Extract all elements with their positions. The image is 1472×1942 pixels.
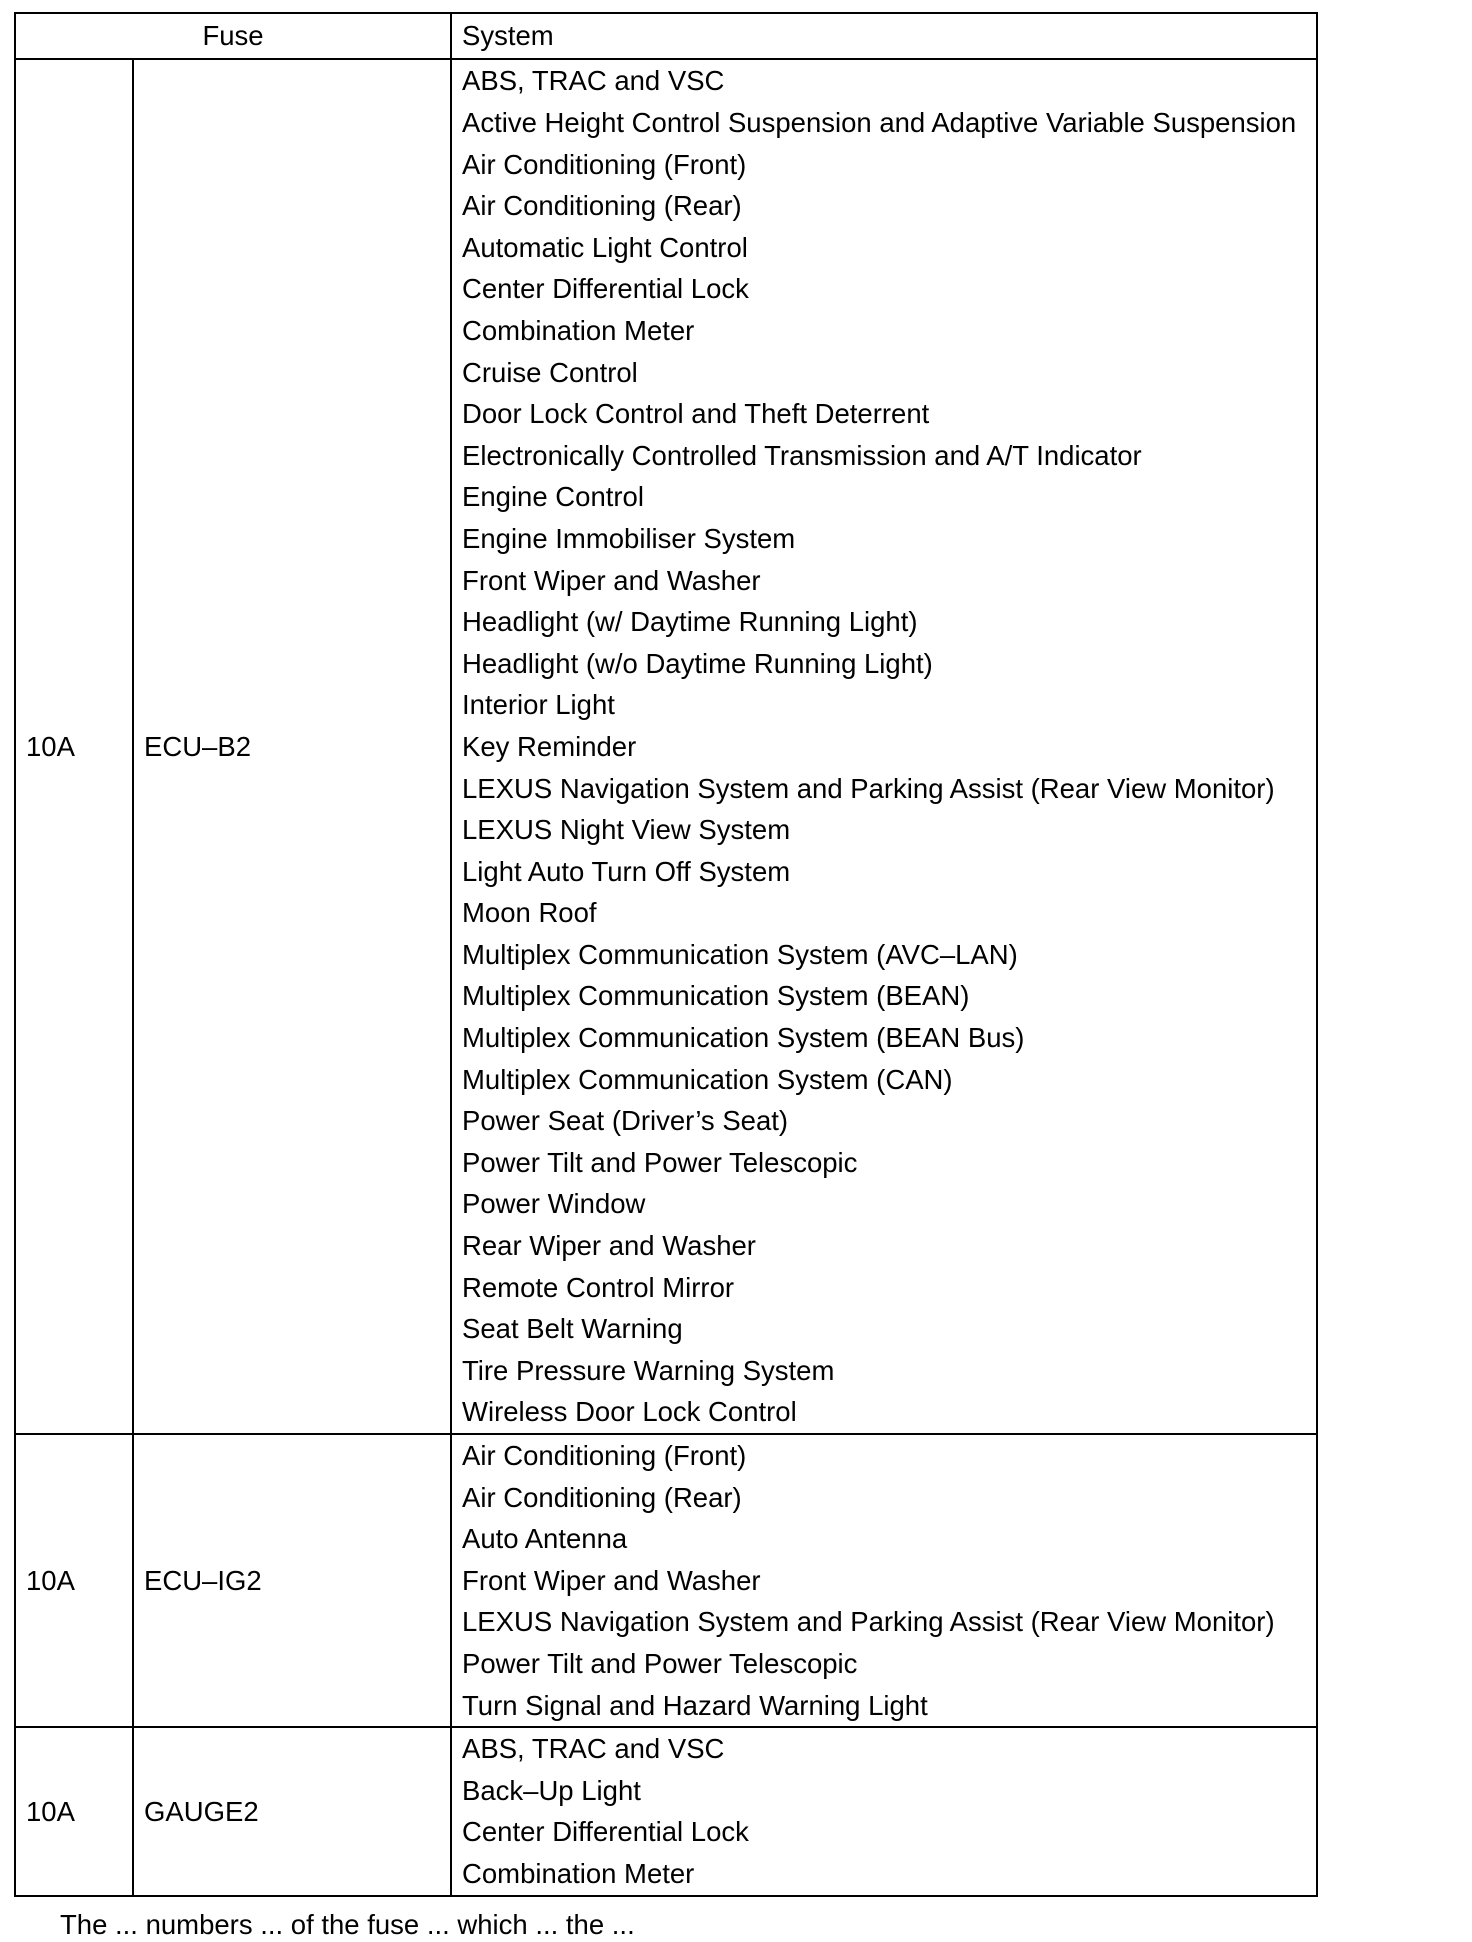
system-item: Center Differential Lock <box>462 1816 749 1848</box>
system-item: Cruise Control <box>462 356 638 388</box>
system-item: Power Seat (Driver’s Seat) <box>462 1105 789 1137</box>
table-header <box>15 13 1317 59</box>
system-item: Combination Meter <box>462 314 695 346</box>
system-item: ABS, TRAC and VSC <box>462 65 725 96</box>
fuse-row <box>15 59 1317 1434</box>
fuse-name: GAUGE2 <box>133 1727 451 1895</box>
header-fuse: Fuse <box>15 13 451 59</box>
system-item: Remote Control Mirror <box>462 1271 735 1303</box>
fuse-amperage: 10A <box>15 59 133 1434</box>
system-item: Seat Belt Warning <box>462 1313 683 1345</box>
fuse-amperage: 10A <box>15 1727 133 1895</box>
header-system: System <box>451 13 1317 59</box>
system-item: Front Wiper and Washer <box>462 1564 761 1596</box>
system-item: Back–Up Light <box>462 1774 641 1806</box>
system-item: ABS, TRAC and VSC <box>462 1733 725 1765</box>
system-item: Auto Antenna <box>462 1523 628 1555</box>
system-item: Engine Immobiliser System <box>462 522 796 554</box>
system-item: Light Auto Turn Off System <box>462 855 791 887</box>
system-item: Door Lock Control and Theft Deterrent <box>462 398 930 430</box>
system-item: Automatic Light Control <box>462 231 748 263</box>
system-item: Multiplex Communication System (BEAN) <box>462 980 970 1012</box>
system-item: Power Tilt and Power Telescopic <box>462 1146 858 1178</box>
header-row <box>15 13 1317 59</box>
table-body <box>15 59 1317 1896</box>
system-item: LEXUS Night View System <box>462 814 791 846</box>
system-item: Headlight (w/ Daytime Running Light) <box>462 606 918 638</box>
system-item: LEXUS Navigation System and Parking Assist (Rear View Monitor) <box>462 772 1275 804</box>
system-item: Multiplex Communication System (AVC–LAN) <box>462 938 1018 970</box>
system-item: Air Conditioning (Rear) <box>462 190 742 222</box>
page-footnote: The ... numbers ... of the fuse ... which ... the ... <box>60 1909 635 1940</box>
fuse-row <box>15 1727 1317 1895</box>
fuse-row <box>15 1434 1317 1727</box>
system-item: Multiplex Communication System (CAN) <box>462 1063 953 1095</box>
system-item: Headlight (w/o Daytime Running Light) <box>462 647 933 679</box>
system-item: Power Tilt and Power Telescopic <box>462 1647 858 1679</box>
system-item: Rear Wiper and Washer <box>462 1230 756 1262</box>
system-item: LEXUS Navigation System and Parking Assist (Rear View Monitor) <box>462 1606 1275 1638</box>
fuse-name: ECU–B2 <box>133 59 451 1434</box>
fuse-system-table <box>14 12 1318 1897</box>
system-item: Air Conditioning (Front) <box>462 148 747 180</box>
system-item: Combination Meter <box>462 1857 695 1889</box>
system-item: Active Height Control Suspension and Adaptive Variable Suspension <box>462 106 1297 138</box>
system-item: Key Reminder <box>462 730 637 762</box>
system-item: Electronically Controlled Transmission and A/T Indicator <box>462 439 1142 471</box>
system-item: Air Conditioning (Front) <box>462 1440 747 1471</box>
system-list <box>451 59 1317 1434</box>
system-item: Interior Light <box>462 689 615 721</box>
fuse-amperage: 10A <box>15 1434 133 1727</box>
system-item: Air Conditioning (Rear) <box>462 1481 742 1513</box>
system-item: Tire Pressure Warning System <box>462 1354 835 1386</box>
system-item: Front Wiper and Washer <box>462 564 761 596</box>
system-item: Moon Roof <box>462 897 597 929</box>
fuse-name: ECU–IG2 <box>133 1434 451 1727</box>
system-item: Turn Signal and Hazard Warning Light <box>462 1689 928 1721</box>
system-item: Engine Control <box>462 481 644 513</box>
system-list <box>451 1434 1317 1727</box>
system-item: Power Window <box>462 1188 646 1220</box>
system-list <box>451 1727 1317 1895</box>
system-item: Wireless Door Lock Control <box>462 1396 797 1428</box>
system-item: Center Differential Lock <box>462 273 749 305</box>
system-item: Multiplex Communication System (BEAN Bus) <box>462 1022 1025 1054</box>
